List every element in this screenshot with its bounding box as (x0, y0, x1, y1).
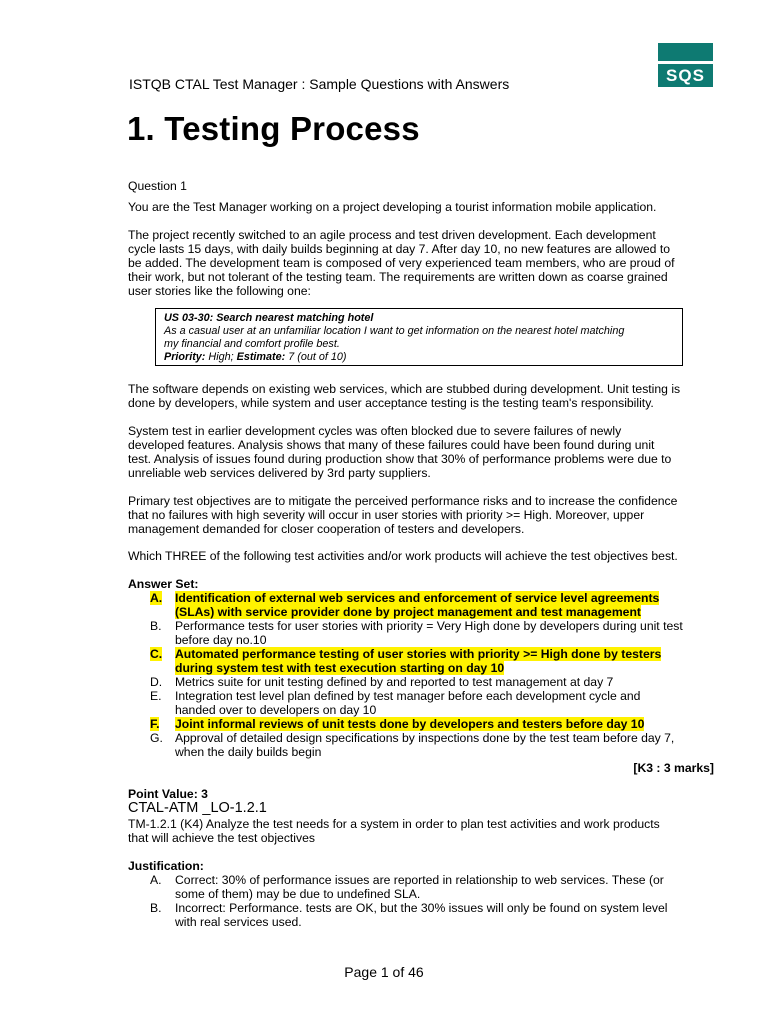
priority-label: Priority: (164, 351, 206, 363)
text-line: management demanded for closer cooperation of testers and developers. (128, 522, 525, 536)
user-story-line: As a casual user at an unfamiliar location I want to get information on the nearest hotel matching (164, 325, 625, 337)
priority-value: High; (205, 351, 237, 363)
text-line: unreliable web services delivered by 3rd party suppliers. (128, 466, 431, 480)
answer-text-line: Joint informal reviews of unit tests done by developers and testers before day 10 (175, 717, 645, 731)
sqs-logo (658, 43, 713, 87)
answer-set-title: Answer Set: (128, 577, 199, 591)
point-value: Point Value: 3 (128, 787, 208, 801)
answer-text-line: before day no.10 (175, 633, 267, 647)
project-context-paragraph (128, 228, 718, 298)
answer-text-line: Integration test level plan defined by test manager before each development cycle and (175, 689, 641, 703)
text-line: Primary test objectives are to mitigate the perceived performance risks and to increase the confidence (128, 494, 678, 508)
text-line: that no failures with high severity will occur in user stories with priority >= High. Moreover, upper (128, 508, 645, 522)
question-prompt: Which THREE of the following test activities and/or work products will achieve the test objectives best. (128, 549, 678, 563)
text-line: user stories like the following one: (128, 284, 311, 298)
answer-option-g (150, 731, 720, 759)
answer-text-line: Automated performance testing of user stories with priority >= High done by testers (175, 647, 662, 661)
text-line: be added. The development team is composed of very experienced team members, who are proud of (128, 256, 675, 270)
answer-text-line: Approval of detailed design specifications by inspections done by the test team before day 7, (175, 731, 675, 745)
justification-item-a (150, 873, 720, 901)
answer-letter: C. (150, 647, 163, 661)
text-line: test. Analysis of issues found during production show that 30% of performance problems were due to (128, 452, 672, 466)
estimate-label: Estimate: (236, 351, 286, 363)
estimate-value: 7 (out of 10) (285, 351, 347, 363)
system-test-paragraph (128, 424, 718, 480)
running-header: ISTQB CTAL Test Manager : Sample Questions with Answers (129, 76, 510, 92)
logo-lettering: SQS (666, 66, 705, 85)
text-line: done by developers, while system and user acceptance testing is the testing team's responsibility. (128, 396, 654, 410)
answer-option-c (150, 647, 720, 675)
text-line: System test in earlier development cycles was often blocked due to severe failures of newly (128, 424, 622, 438)
answer-text-line: Identification of external web services and enforcement of service level agreements (175, 591, 660, 605)
answer-option-d (150, 675, 720, 689)
answer-letter: D. (150, 675, 163, 689)
text-line: developed features. Analysis shows that many of these failures could have been found during unit (128, 438, 655, 452)
marks-label: [K3 : 3 marks] (633, 761, 714, 775)
text-line: The project recently switched to an agile process and test driven development. Each development (128, 228, 656, 242)
justification-text-line: Correct: 30% of performance issues are reported in relationship to web services. These (or (175, 873, 664, 887)
text-line: that will achieve the test objectives (128, 831, 315, 845)
question-intro: You are the Test Manager working on a project developing a tourist information mobile application. (128, 200, 657, 214)
answer-letter: E. (150, 689, 162, 703)
justification-letter: A. (150, 873, 162, 887)
text-line: The software depends on existing web services, which are stubbed during development. Unit testing is (128, 382, 681, 396)
question-label: Question 1 (128, 179, 187, 193)
text-line: their work, but not tolerant of the testing team. The requirements are written down as coarse grained (128, 270, 668, 284)
software-paragraph (128, 382, 718, 410)
justification-letter: B. (150, 901, 162, 915)
learning-objective-code: CTAL-ATM _LO-1.2.1 (128, 800, 267, 816)
user-story-box (155, 308, 683, 366)
answer-text-line: handed over to developers on day 10 (175, 703, 377, 717)
justification-title: Justification: (128, 859, 204, 873)
answer-option-f (150, 717, 720, 731)
justification-item-b (150, 901, 720, 929)
answer-letter: A. (150, 591, 163, 605)
answer-letter: G. (150, 731, 163, 745)
answer-text-line: (SLAs) with service provider done by project management and test management (175, 605, 641, 619)
section-heading: 1. Testing Process (127, 110, 420, 147)
justification-list (150, 873, 720, 929)
answer-option-a (150, 591, 720, 619)
user-story-meta (164, 351, 674, 364)
answer-list (150, 591, 720, 759)
user-story-line: my financial and comfort profile best. (164, 338, 340, 350)
answer-option-e (150, 689, 720, 717)
answer-text-line: when the daily builds begin (175, 745, 322, 759)
learning-objective-description (128, 817, 718, 845)
answer-text-line: during system test with test execution starting on day 10 (175, 661, 505, 675)
answer-text-line: Performance tests for user stories with priority = Very High done by developers during unit test (175, 619, 683, 633)
text-line: TM-1.2.1 (K4) Analyze the test needs for a system in order to plan test activities and work products (128, 817, 660, 831)
justification-text-line: Incorrect: Performance. tests are OK, but the 30% issues will only be found on system level (175, 901, 668, 915)
user-story-title: US 03-30: Search nearest matching hotel (164, 312, 374, 324)
answer-letter: F. (150, 717, 160, 731)
answer-letter: B. (150, 619, 162, 633)
justification-text-line: some of them) may be due to undefined SLA. (175, 887, 421, 901)
answer-option-b (150, 619, 720, 647)
objectives-paragraph (128, 494, 718, 536)
text-line: cycle lasts 15 days, with daily builds beginning at day 7. After day 10, no new features are allowed to (128, 242, 670, 256)
answer-text-line: Metrics suite for unit testing defined by and reported to test management at day 7 (175, 675, 614, 689)
justification-text-line: with real services used. (175, 915, 302, 929)
page-number: Page 1 of 46 (344, 964, 424, 980)
